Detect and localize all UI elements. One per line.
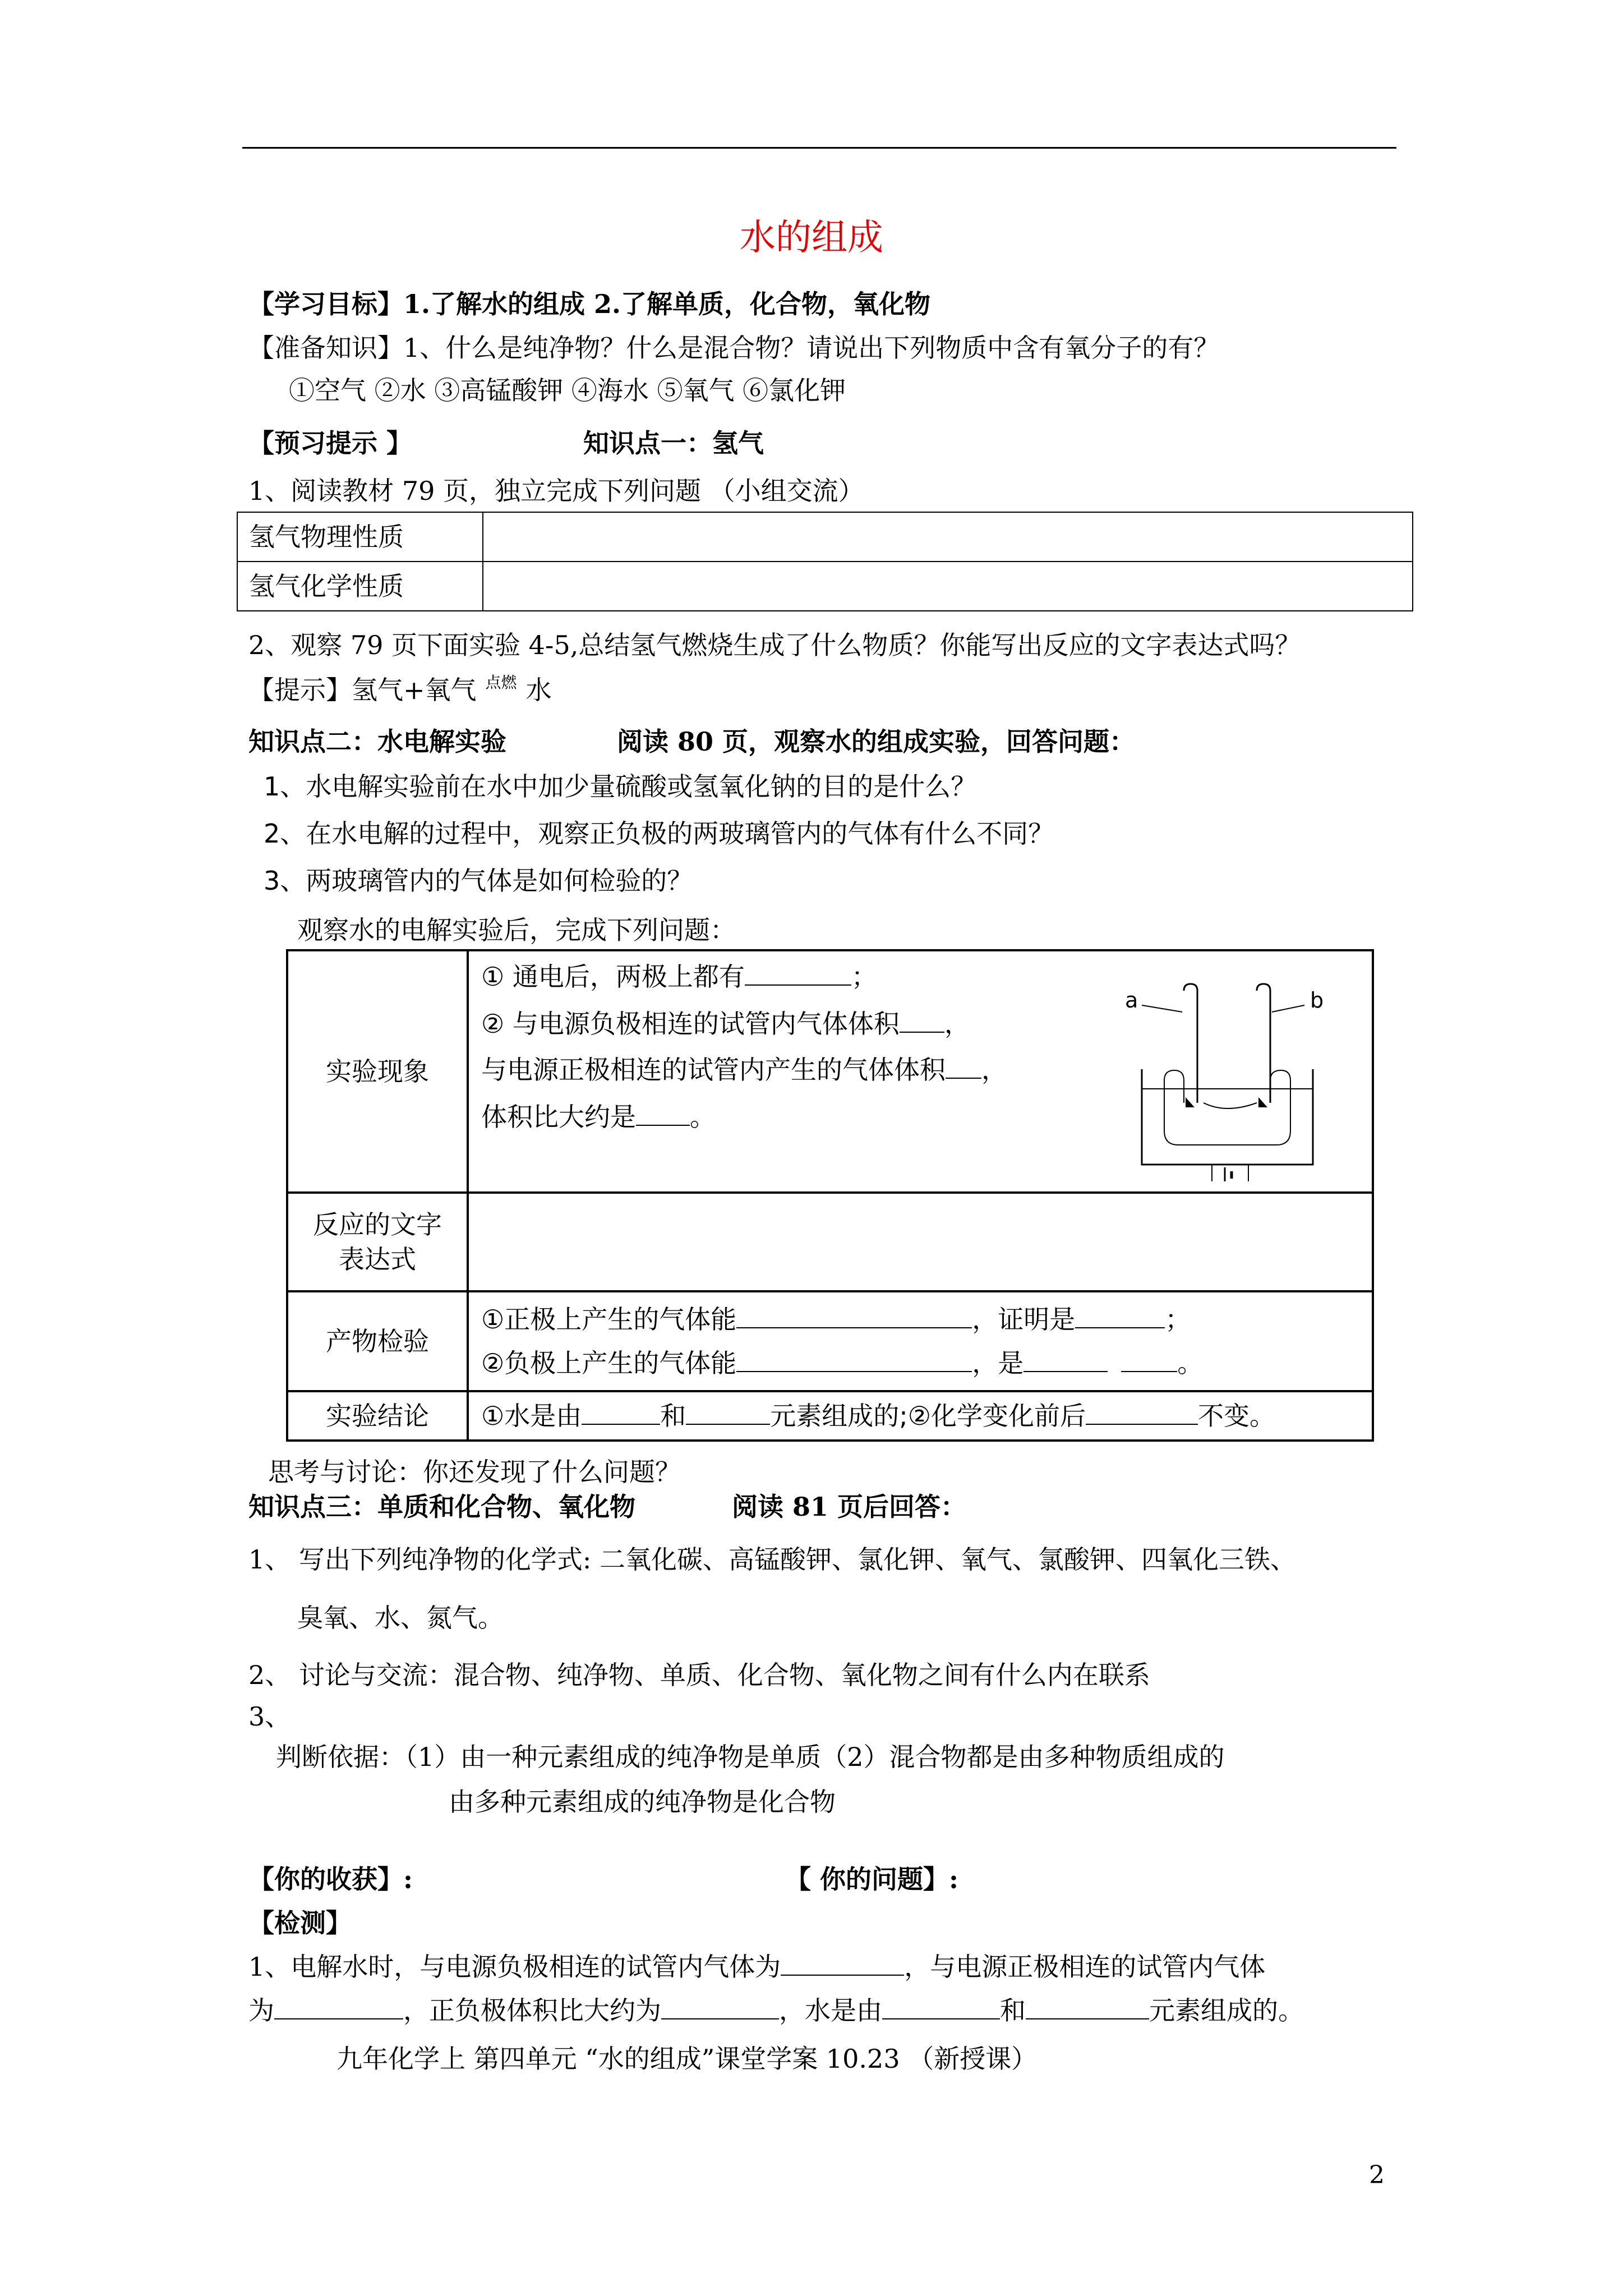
p3-question-2: 2、 讨论与交流：混合物、纯净物、单质、化合物、氧化物之间有什么内在联系 bbox=[248, 1660, 1150, 1690]
blank-positive-volume[interactable] bbox=[946, 1053, 981, 1079]
phenomenon-label: 实验现象 bbox=[287, 950, 468, 1193]
blank-element-2[interactable] bbox=[686, 1399, 770, 1425]
your-question-label: 【 你的问题】: bbox=[785, 1864, 958, 1894]
electrolysis-table bbox=[286, 949, 1374, 1442]
blank-negative-gas-2[interactable] bbox=[1121, 1346, 1177, 1372]
product-cell bbox=[468, 1291, 1373, 1391]
label-a-pointer bbox=[1142, 1005, 1182, 1012]
blank-check-positive-gas[interactable] bbox=[274, 1994, 403, 2019]
check-line-2 bbox=[248, 1994, 1304, 2027]
hint-condition: 点燃 bbox=[485, 673, 517, 692]
question-1: 1、阅读教材 79 页，独立完成下列问题 （小组交流） bbox=[248, 476, 864, 506]
prep-items: ①空气 ②水 ③高锰酸钾 ④海水 ⑤氧气 ⑥氯化钾 bbox=[289, 375, 846, 406]
product-line-1-a: ①正极上产生的气体能 bbox=[481, 1304, 737, 1335]
product-line-2-b: ，是 bbox=[972, 1348, 1024, 1378]
blank-positive-gas[interactable] bbox=[1075, 1303, 1165, 1328]
observe-intro: 观察水的电解实验后，完成下列问题： bbox=[297, 915, 736, 945]
table1-answer-chemical[interactable] bbox=[483, 562, 1413, 611]
hint bbox=[248, 673, 552, 707]
question-2: 2、观察 79 页下面实验 4-5,总结氢气燃烧生成了什么物质？你能写出反应的文字表达式吗？ bbox=[248, 630, 1301, 660]
equation-label-line-1: 反应的文字 bbox=[313, 1209, 442, 1240]
hint-label: 【提示】 bbox=[248, 675, 352, 705]
discussion: 思考与讨论：你还发现了什么问题？ bbox=[268, 1457, 681, 1487]
diagram-label-a: a bbox=[1125, 988, 1138, 1013]
conclusion-c: 元素组成的;②化学变化前后 bbox=[770, 1401, 1086, 1431]
preview-label: 【预习提示 】 bbox=[248, 428, 413, 458]
equation-answer-cell[interactable] bbox=[468, 1193, 1373, 1291]
p2-question-3: 3、两玻璃管内的气体是如何检验的？ bbox=[264, 866, 693, 896]
check-line-2-b: ，正负极体积比大约为 bbox=[403, 1995, 661, 2026]
blank-element-1[interactable] bbox=[582, 1399, 660, 1425]
blank-negative-gas-1[interactable] bbox=[1023, 1346, 1108, 1372]
check-line-1 bbox=[248, 1950, 1265, 1984]
hint-left: 氢气+氧气 bbox=[352, 675, 477, 705]
phenomenon-line-4: 体积比大约是 。 bbox=[481, 1099, 716, 1134]
check-label: 【检测】 bbox=[248, 1908, 352, 1938]
product-line-1-b: ，证明是 bbox=[972, 1304, 1076, 1335]
page-title: 水的组成 bbox=[740, 217, 883, 259]
test-tube-a bbox=[1184, 984, 1197, 1103]
blank-conservation[interactable] bbox=[1086, 1399, 1198, 1425]
product-line-2-a: ②负极上产生的气体能 bbox=[481, 1348, 737, 1378]
hydrogen-properties-table bbox=[237, 512, 1413, 611]
electrode-wire bbox=[1204, 1103, 1257, 1108]
blank-check-element-2[interactable] bbox=[1026, 1994, 1149, 2019]
check-line-2-a: 为 bbox=[248, 1995, 274, 2026]
test-tube-b bbox=[1257, 984, 1270, 1103]
knowledge-point-3-title: 知识点三：单质和化合物、氧化物 bbox=[248, 1492, 635, 1522]
learning-goals bbox=[248, 287, 930, 321]
blank-electrodes[interactable] bbox=[745, 960, 851, 986]
page-number: 2 bbox=[1369, 2161, 1385, 2189]
phenomenon-line-2-text: ② 与电源负极相连的试管内气体体积 bbox=[481, 1009, 900, 1039]
label-b-pointer bbox=[1272, 1005, 1304, 1012]
p2-question-1: 1、水电解实验前在水中加少量硫酸或氢氧化钠的目的是什么？ bbox=[264, 771, 977, 802]
p3-question-3: 3、 bbox=[248, 1701, 291, 1732]
judge-line-2: 由多种元素组成的纯净物是化合物 bbox=[449, 1787, 836, 1817]
p3-question-1-line-2: 臭氧、水、氮气。 bbox=[297, 1603, 504, 1633]
p3-question-1-line-1: 1、 写出下列纯净物的化学式: 二氧化碳、高锰酸钾、氯化钾、氧气、氯酸钾、四氧化三铁、 bbox=[248, 1544, 1297, 1575]
check-line-1-a: 1、电解水时，与电源负极相连的试管内气体为 bbox=[248, 1952, 781, 1982]
blank-volume-ratio[interactable] bbox=[636, 1100, 690, 1126]
knowledge-point-2-read: 阅读 80 页，观察水的组成实验，回答问题： bbox=[617, 726, 1136, 757]
blank-check-element-1[interactable] bbox=[882, 1994, 1000, 2019]
phenomenon-line-1-text: ① 通电后，两极上都有 bbox=[481, 961, 745, 992]
blank-negative-test[interactable] bbox=[736, 1346, 972, 1372]
prep-text: 1、什么是纯净物？什么是混合物？请说出下列物质中含有氧分子的有？ bbox=[403, 333, 1220, 363]
phenomenon-line-3-text: 与电源正极相连的试管内产生的气体体积 bbox=[481, 1055, 946, 1085]
check-line-2-d: 和 bbox=[1000, 1995, 1026, 2026]
phenomenon-line-1: ① 通电后，两极上都有 ； bbox=[481, 959, 877, 994]
check-line-2-c: ，水是由 bbox=[779, 1995, 882, 2026]
equation-label-line-2: 表达式 bbox=[339, 1244, 416, 1274]
table1-row-physical: 氢气物理性质 bbox=[237, 512, 483, 562]
knowledge-point-3-read: 阅读 81 页后回答： bbox=[732, 1492, 967, 1522]
conclusion-label: 实验结论 bbox=[287, 1391, 468, 1441]
water-tank bbox=[1142, 1069, 1313, 1165]
electrolysis-apparatus-diagram bbox=[1119, 974, 1366, 1181]
blank-negative-volume[interactable] bbox=[900, 1007, 944, 1033]
knowledge-point-2-title: 知识点二：水电解实验 bbox=[248, 726, 506, 757]
phenomenon-line-2: ② 与电源负极相连的试管内气体体积 ， bbox=[481, 1006, 970, 1041]
diagram-label-b: b bbox=[1310, 988, 1324, 1013]
phenomenon-line-4-text: 体积比大约是 bbox=[481, 1102, 636, 1132]
blank-check-negative-gas[interactable] bbox=[781, 1950, 904, 1976]
phenomenon-line-3: 与电源正极相连的试管内产生的气体体积 ， bbox=[481, 1052, 1007, 1087]
prep-label: 【准备知识】 bbox=[248, 333, 403, 363]
learning-goals-label: 【学习目标】 bbox=[248, 289, 403, 319]
connecting-tube bbox=[1164, 1070, 1290, 1145]
footer: 九年化学上 第四单元 “水的组成”课堂学案 10.23 （新授课） bbox=[336, 2044, 1038, 2074]
conclusion-cell bbox=[468, 1391, 1373, 1441]
gains-label: 【你的收获】: bbox=[248, 1864, 413, 1894]
product-line-1 bbox=[481, 1302, 1372, 1337]
equation-label bbox=[287, 1193, 468, 1291]
check-line-2-e: 元素组成的。 bbox=[1149, 1995, 1304, 2026]
conclusion-d: 不变。 bbox=[1198, 1401, 1275, 1431]
knowledge-point-1: 知识点一：氢气 bbox=[583, 428, 764, 458]
blank-positive-test[interactable] bbox=[736, 1303, 972, 1328]
product-label: 产物检验 bbox=[287, 1291, 468, 1391]
product-line-1-c: ； bbox=[1165, 1304, 1191, 1335]
conclusion-b: 和 bbox=[660, 1401, 686, 1431]
blank-check-ratio[interactable] bbox=[661, 1994, 779, 2019]
product-line-2 bbox=[481, 1346, 1372, 1381]
product-line-2-c: 。 bbox=[1177, 1348, 1204, 1378]
table1-row-chemical: 氢气化学性质 bbox=[237, 562, 483, 611]
hint-right: 水 bbox=[525, 675, 552, 705]
p2-question-2: 2、在水电解的过程中，观察正负极的两玻璃管内的气体有什么不同？ bbox=[264, 818, 1054, 849]
learning-goals-text: 1.了解水的组成 2.了解单质，化合物，氧化物 bbox=[403, 289, 931, 319]
phenomenon-cell bbox=[468, 950, 1373, 1193]
header-rule bbox=[242, 147, 1396, 149]
check-line-1-b: ，与电源正极相连的试管内气体 bbox=[904, 1952, 1266, 1982]
conclusion-a: ①水是由 bbox=[481, 1401, 582, 1431]
prep-knowledge bbox=[248, 331, 1219, 365]
judge-line-1: 判断依据：（1）由一种元素组成的纯净物是单质（2）混合物都是由多种物质组成的 bbox=[276, 1742, 1225, 1772]
table1-answer-physical[interactable] bbox=[483, 512, 1413, 562]
